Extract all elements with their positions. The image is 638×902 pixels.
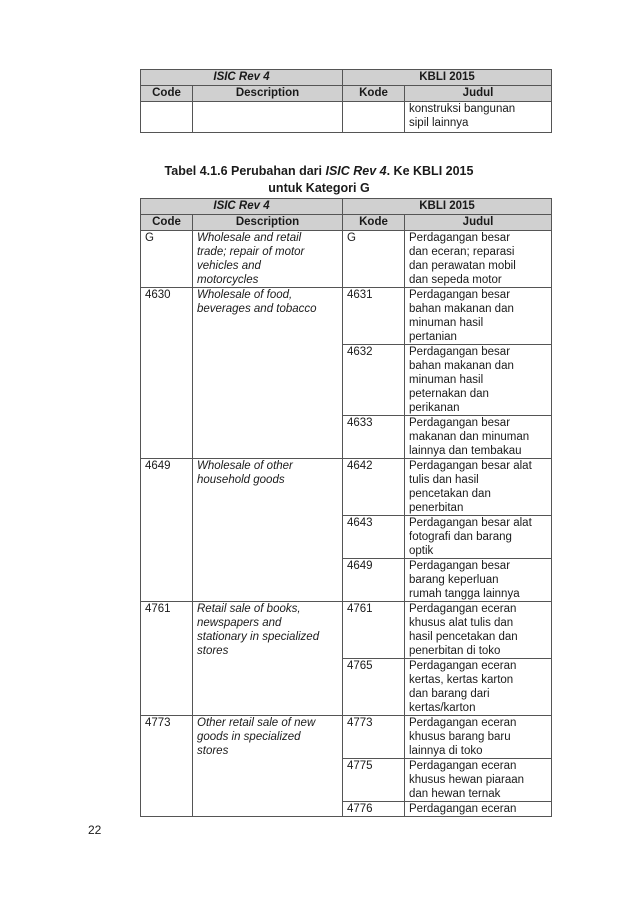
cell-kode: 4642	[343, 459, 405, 516]
caption-italic: ISIC Rev 4	[325, 164, 387, 178]
cell-judul: Perdagangan eceran khusus hewan piaraan dan hewan ternak	[405, 759, 552, 802]
cell-kode: 4643	[343, 516, 405, 559]
header-isic: ISIC Rev 4	[141, 70, 343, 86]
table-row	[141, 459, 552, 516]
table-row	[141, 102, 552, 133]
cell-kode: 4773	[343, 716, 405, 759]
table-category-g	[140, 198, 552, 817]
cell-kode: 4649	[343, 559, 405, 602]
cell-kode: 4765	[343, 659, 405, 716]
cell-judul: Perdagangan besar alat tulis dan hasil pencetakan dan penerbitan	[405, 459, 552, 516]
cell-description: Wholesale of other household goods	[193, 459, 343, 602]
cell-description: Wholesale and retail trade; repair of motor vehicles and motorcycles	[193, 231, 343, 288]
cell-code: G	[141, 231, 193, 288]
cell-judul: Perdagangan besar dan eceran; reparasi dan perawatan mobil dan sepeda motor	[405, 231, 552, 288]
cell-code: 4773	[141, 716, 193, 817]
cell-kode: G	[343, 231, 405, 288]
cell-judul: konstruksi bangunan sipil lainnya	[405, 102, 552, 133]
cell-description: Retail sale of books, newspapers and stationary in specialized stores	[193, 602, 343, 716]
cell-judul: Perdagangan besar barang keperluan rumah tangga lainnya	[405, 559, 552, 602]
cell-description: Other retail sale of new goods in specialized stores	[193, 716, 343, 817]
cell-kode: 4761	[343, 602, 405, 659]
header-description: Description	[193, 215, 343, 231]
caption-prefix: Tabel 4.1.6 Perubahan dari	[164, 164, 326, 178]
cell-code: 4649	[141, 459, 193, 602]
header-judul: Judul	[405, 86, 552, 102]
table-caption-line2: untuk Kategori G	[268, 181, 370, 195]
header-isic: ISIC Rev 4	[141, 199, 343, 215]
table-header-group-row	[141, 70, 552, 86]
cell-judul: Perdagangan eceran khusus barang baru lainnya di toko	[405, 716, 552, 759]
cell-kode: 4633	[343, 416, 405, 459]
table-continued	[140, 69, 552, 133]
cell-code: 4630	[141, 288, 193, 459]
header-code: Code	[141, 86, 193, 102]
table-header-columns-row	[141, 86, 552, 102]
cell-kode: 4776	[343, 802, 405, 817]
cell-kode: 4632	[343, 345, 405, 416]
cell-judul: Perdagangan eceran khusus alat tulis dan hasil pencetakan dan penerbitan di toko	[405, 602, 552, 659]
page-number: 22	[88, 823, 102, 837]
cell-code: 4761	[141, 602, 193, 716]
header-kbli: KBLI 2015	[343, 70, 552, 86]
cell-judul: Perdagangan besar bahan makanan dan minuman hasil peternakan dan perikanan	[405, 345, 552, 416]
header-description: Description	[193, 86, 343, 102]
table-row	[141, 602, 552, 659]
cell-kode	[343, 102, 405, 133]
header-kbli: KBLI 2015	[343, 199, 552, 215]
cell-judul: Perdagangan besar alat fotografi dan barang optik	[405, 516, 552, 559]
cell-judul: Perdagangan besar bahan makanan dan minuman hasil pertanian	[405, 288, 552, 345]
cell-judul: Perdagangan eceran kertas, kertas karton dan barang dari kertas/karton	[405, 659, 552, 716]
cell-description: Wholesale of food, beverages and tobacco	[193, 288, 343, 459]
header-kode: Kode	[343, 86, 405, 102]
table-row	[141, 716, 552, 759]
cell-kode: 4775	[343, 759, 405, 802]
table-row	[141, 288, 552, 345]
table-body	[141, 231, 552, 817]
caption-suffix: . Ke KBLI 2015	[386, 164, 474, 178]
table-caption-line1	[0, 163, 638, 180]
table-row	[141, 231, 552, 288]
cell-description	[193, 102, 343, 133]
cell-judul: Perdagangan besar makanan dan minuman lainnya dan tembakau	[405, 416, 552, 459]
table-header-columns-row	[141, 215, 552, 231]
cell-code	[141, 102, 193, 133]
header-judul: Judul	[405, 215, 552, 231]
cell-kode: 4631	[343, 288, 405, 345]
header-kode: Kode	[343, 215, 405, 231]
table-header-group-row	[141, 199, 552, 215]
header-code: Code	[141, 215, 193, 231]
cell-judul: Perdagangan eceran	[405, 802, 552, 817]
